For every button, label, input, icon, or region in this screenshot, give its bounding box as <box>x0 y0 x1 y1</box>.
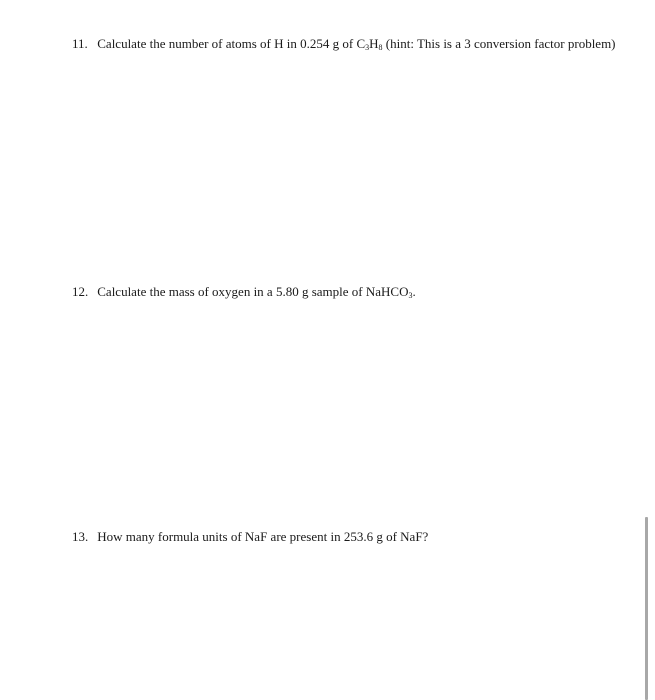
subscript: 3 <box>365 43 370 52</box>
question-11 <box>72 36 616 52</box>
subscript: 3 <box>408 291 413 300</box>
question-13 <box>72 529 428 545</box>
question-text-mid: H <box>369 36 379 51</box>
question-text-end: . <box>412 284 416 299</box>
subscript: 8 <box>378 43 383 52</box>
question-text-start: Calculate the mass of oxygen in a 5.80 g sample of NaHCO <box>97 284 409 299</box>
question-number: 13. <box>72 529 89 544</box>
question-12 <box>72 284 416 300</box>
question-text: How many formula units of NaF are present in 253.6 g of NaF? <box>97 529 429 544</box>
question-number: 11. <box>72 36 88 51</box>
scrollbar[interactable] <box>645 517 648 700</box>
question-text-start: Calculate the number of atoms of H in 0.254 g of C <box>97 36 366 51</box>
question-number: 12. <box>72 284 89 299</box>
question-text-end: (hint: This is a 3 conversion factor problem) <box>382 36 616 51</box>
